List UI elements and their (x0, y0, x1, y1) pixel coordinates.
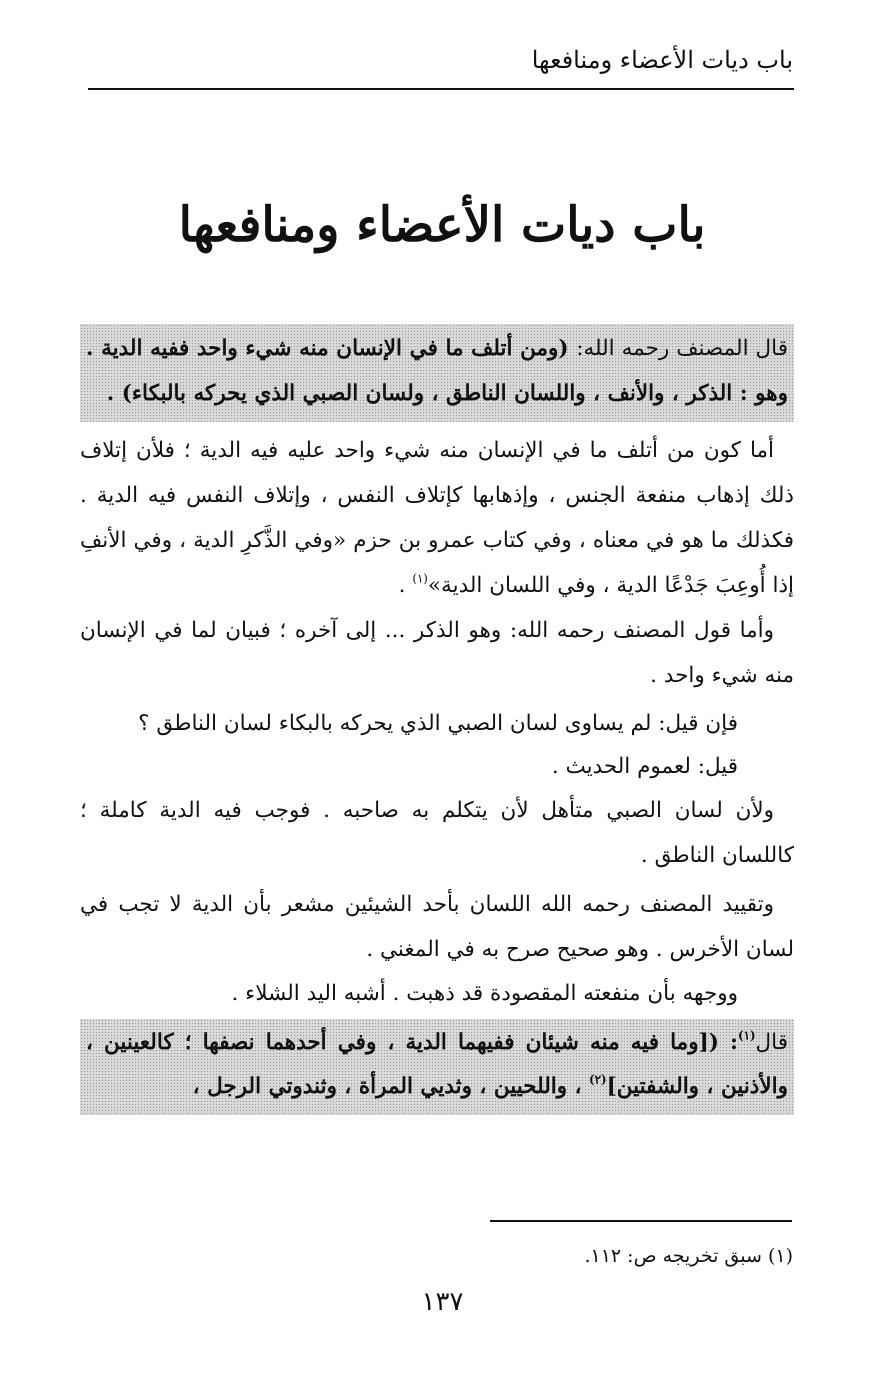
commentary-paragraph (80, 428, 794, 608)
running-head: باب ديات الأعضاء ومنافعها (531, 46, 793, 74)
answer-paragraph: قيل: لعموم الحديث . (551, 754, 738, 779)
quote-attribution: قال (755, 1030, 788, 1055)
paragraph-end: . (398, 573, 413, 598)
question-paragraph: فإن قيل: لم يساوى لسان الصبي الذي يحركه بالبكاء لسان الناطق ؟ (138, 711, 738, 736)
commentary-paragraph: وأما قول المصنف رحمه الله: وهو الذكر ... إلى آخره ؛ فبيان لما في الإنسان منه شيء واحد . (80, 618, 794, 688)
footnote-rule (490, 1220, 792, 1222)
header-rule (88, 88, 794, 90)
quote-attribution: قال المصنف رحمه الله: (576, 336, 788, 361)
footnote-reference: (١) (738, 1028, 756, 1043)
footnote: (١) سبق تخريجه ص: ١١٢. (584, 1245, 793, 1267)
footnote-reference: (٢) (589, 1072, 607, 1087)
quote-text: (ومن أتلف ما في الإنسان منه شيء واحد ففيه الدية . وهو : الذكر ، والأنف ، واللسان الناطق ، ولسان الصبي الذي يحركه بالبكاء) . (86, 336, 788, 406)
commentary-paragraph: ولأن لسان الصبي متأهل لأن يتكلم به صاحبه . فوجب فيه الدية كاملة ؛ كاللسان الناطق . (80, 798, 794, 868)
page-number: ١٣٧ (421, 1287, 464, 1317)
quoted-text-block (80, 324, 794, 422)
quote-text: ، واللحيين ، وثديي المرأة ، وثندوتي الرجل ، (192, 1074, 590, 1099)
commentary-paragraph: وتقييد المصنف رحمه الله اللسان بأحد الشيئين مشعر بأن الدية لا تجب في لسان الأخرس . وهو صحيح صرح به في المغني . (80, 892, 794, 962)
paragraph-text: أما كون من أتلف ما في الإنسان منه شيء واحد عليه فيه الدية ؛ فلأن إتلاف ذلك إذهاب منفعة الجنس ، وإذهابها كإتلاف النفس ، وإتلاف النفس فيه الدية . فكذلك ما هو في معناه ، وفي كتاب عمرو بن حزم «وفي الذَّكرِ الدية ، وفي الأنفِ إذا أُوعِبَ جَدْعًا الدية ، وفي اللسان الدية» (80, 438, 794, 598)
footnote-reference: (١) (412, 571, 428, 586)
page-body (80, 324, 794, 1115)
quoted-text-block (80, 1019, 794, 1115)
chapter-title: باب ديات الأعضاء ومنافعها (178, 197, 706, 253)
commentary-paragraph: ووجهه بأن منفعته المقصودة قد ذهبت . أشبه اليد الشلاء . (231, 981, 738, 1006)
quote-text: : ([وما فيه منه شيئان ففيهما الدية ، وفي أحدهما نصفها ؛ كالعينين ، والأذنين ، والشفتين] (86, 1030, 788, 1099)
